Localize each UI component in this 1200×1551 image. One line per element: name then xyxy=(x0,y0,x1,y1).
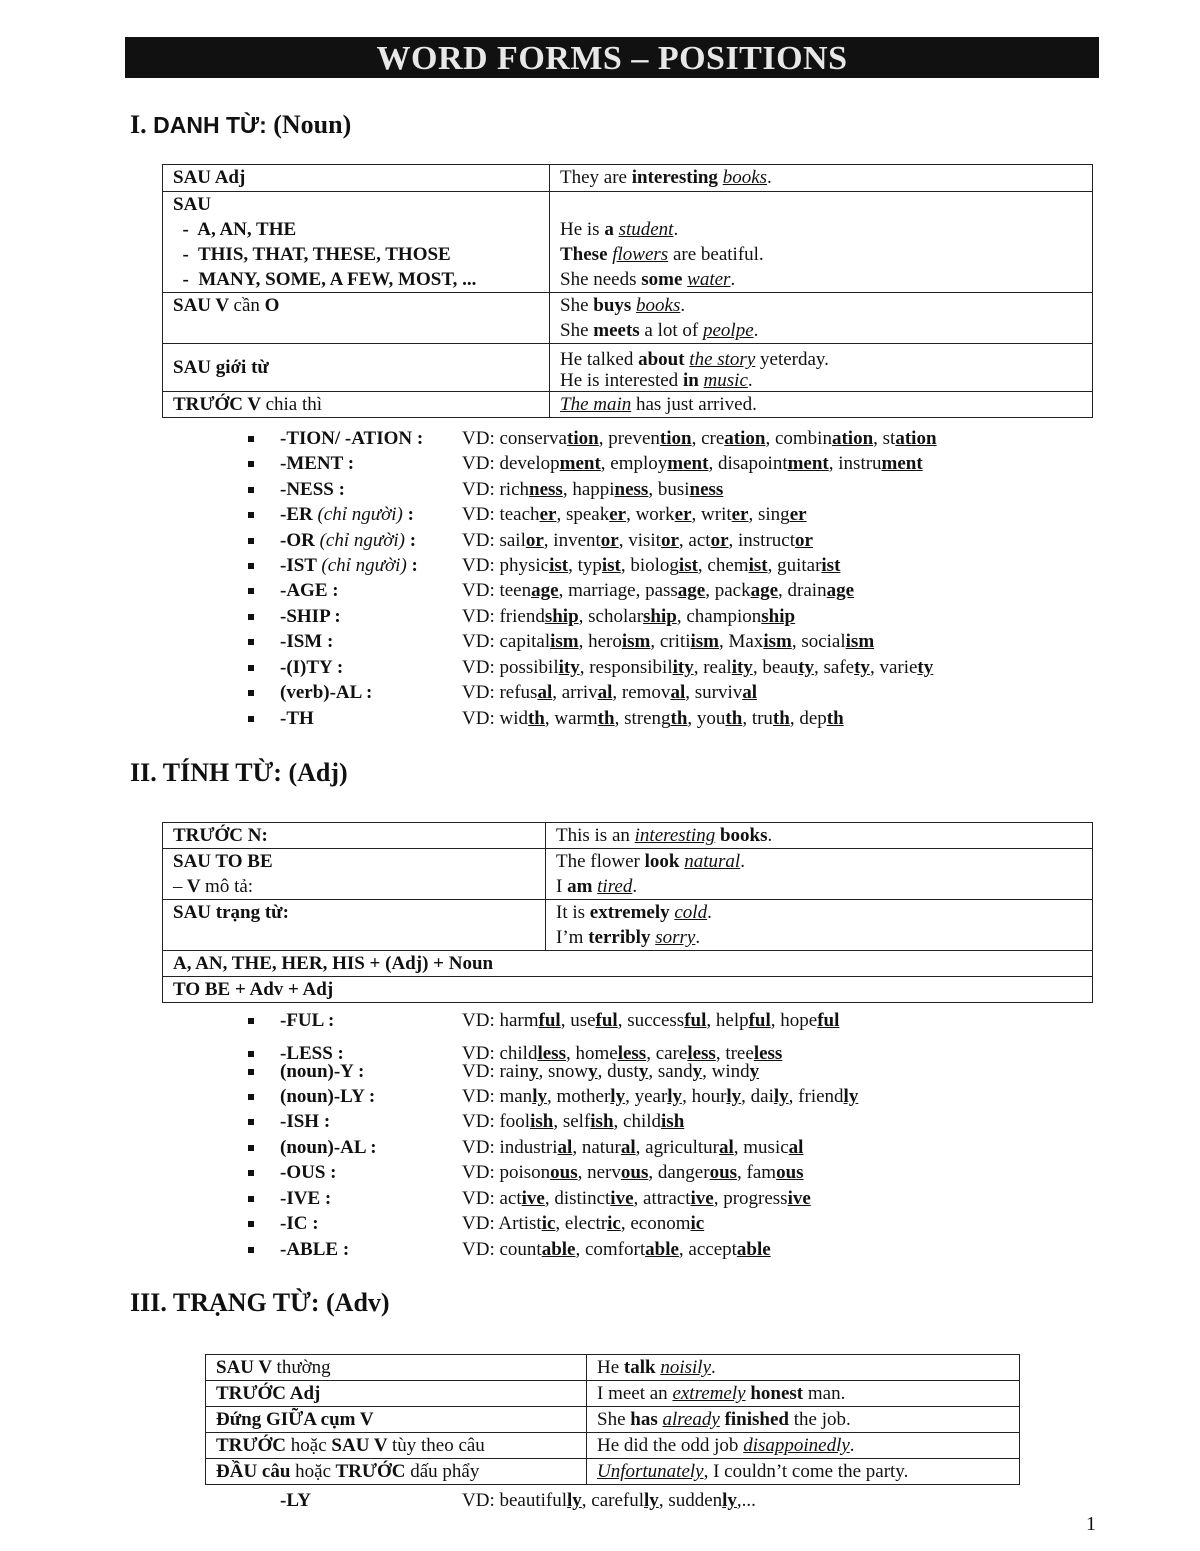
example-cell: She has already finished the job. xyxy=(587,1407,1020,1433)
table-row xyxy=(206,1355,1020,1381)
table-row xyxy=(163,951,1093,977)
position-label: SAU V thường xyxy=(206,1355,587,1381)
bullet-icon xyxy=(248,588,254,594)
bullet-icon xyxy=(248,436,254,442)
example-cell: He talked about the story yeterday. He is interested in music. xyxy=(550,344,1093,392)
table-row xyxy=(163,344,1093,392)
example-cell: He did the odd job disappoinedly. xyxy=(587,1433,1020,1459)
bullet-icon xyxy=(248,1119,254,1125)
adv-position-table xyxy=(205,1354,1020,1485)
position-label: SAU TO BE – V mô tả: xyxy=(163,849,546,900)
position-label: TRƯỚC hoặc SAU V tùy theo câu xyxy=(206,1433,587,1459)
table-row xyxy=(206,1407,1020,1433)
example-cell: They are interesting books. xyxy=(550,165,1093,192)
bullet-icon xyxy=(248,1051,254,1057)
bullet-icon xyxy=(248,512,254,518)
bullet-icon xyxy=(248,1247,254,1253)
example-cell: Unfortunately, I couldn’t come the party. xyxy=(587,1459,1020,1485)
table-row xyxy=(163,392,1093,418)
bullet-icon xyxy=(248,1069,254,1075)
table-row xyxy=(163,977,1093,1003)
position-label: SAU trạng từ: xyxy=(163,900,546,951)
bullet-icon xyxy=(248,1221,254,1227)
bullet-icon xyxy=(248,639,254,645)
example-cell: He is a student. These flowers are beatiful. She needs some water. xyxy=(550,192,1093,293)
table-row xyxy=(163,192,1093,293)
table-row xyxy=(163,900,1093,951)
example-cell: It is extremely cold. I’m terribly sorry. xyxy=(546,900,1093,951)
bullet-icon xyxy=(248,538,254,544)
noun-position-table xyxy=(162,164,1093,418)
position-label: TRƯỚC Adj xyxy=(206,1381,587,1407)
example-cell: This is an interesting books. xyxy=(546,823,1093,849)
bullet-icon xyxy=(248,1145,254,1151)
adv-heading: III. TRẠNG TỪ: (Adv) xyxy=(130,1288,390,1317)
position-label: TRƯỚC V chia thì xyxy=(163,392,550,418)
page-number: 1 xyxy=(1086,1513,1096,1535)
bullet-icon xyxy=(248,563,254,569)
table-row xyxy=(163,165,1093,192)
table-row xyxy=(163,849,1093,900)
example-cell: He talk noisily. xyxy=(587,1355,1020,1381)
bullet-icon xyxy=(248,690,254,696)
bullet-icon xyxy=(248,1196,254,1202)
bullet-icon xyxy=(248,1170,254,1176)
formula-cell: A, AN, THE, HER, HIS + (Adj) + Noun xyxy=(163,951,1093,977)
position-label: ĐẦU câu hoặc TRƯỚC dấu phẩy xyxy=(206,1459,587,1485)
example-cell: She buys books. She meets a lot of peolpe. xyxy=(550,293,1093,344)
table-row xyxy=(163,823,1093,849)
adj-position-table xyxy=(162,822,1093,1003)
table-row xyxy=(163,293,1093,344)
example-cell: I meet an extremely honest man. xyxy=(587,1381,1020,1407)
page-title: WORD FORMS – POSITIONS xyxy=(125,37,1099,78)
noun-heading: I. DANH TỪ: (Noun) xyxy=(130,110,352,139)
bullet-icon xyxy=(248,1018,254,1024)
adj-heading: II. TÍNH TỪ: (Adj) xyxy=(130,758,348,787)
example-cell: The flower look natural. I am tired. xyxy=(546,849,1093,900)
bullet-icon xyxy=(248,1094,254,1100)
position-label: Đứng GIỮA cụm V xyxy=(206,1407,587,1433)
bullet-icon xyxy=(248,665,254,671)
bullet-icon xyxy=(248,461,254,467)
formula-cell: TO BE + Adv + Adj xyxy=(163,977,1093,1003)
bullet-icon xyxy=(248,716,254,722)
bullet-icon xyxy=(248,487,254,493)
position-label: SAU Adj xyxy=(163,165,550,192)
position-label: SAU V cần O xyxy=(163,293,550,344)
table-row xyxy=(206,1381,1020,1407)
position-label: SAU - A, AN, THE - THIS, THAT, THESE, THOSE - MANY, SOME, A FEW, MOST, ... xyxy=(163,192,550,293)
bullet-icon xyxy=(248,614,254,620)
position-label: TRƯỚC N: xyxy=(163,823,546,849)
table-row xyxy=(206,1433,1020,1459)
table-row xyxy=(206,1459,1020,1485)
position-label: SAU giới từ xyxy=(163,344,550,392)
example-cell: The main has just arrived. xyxy=(550,392,1093,418)
